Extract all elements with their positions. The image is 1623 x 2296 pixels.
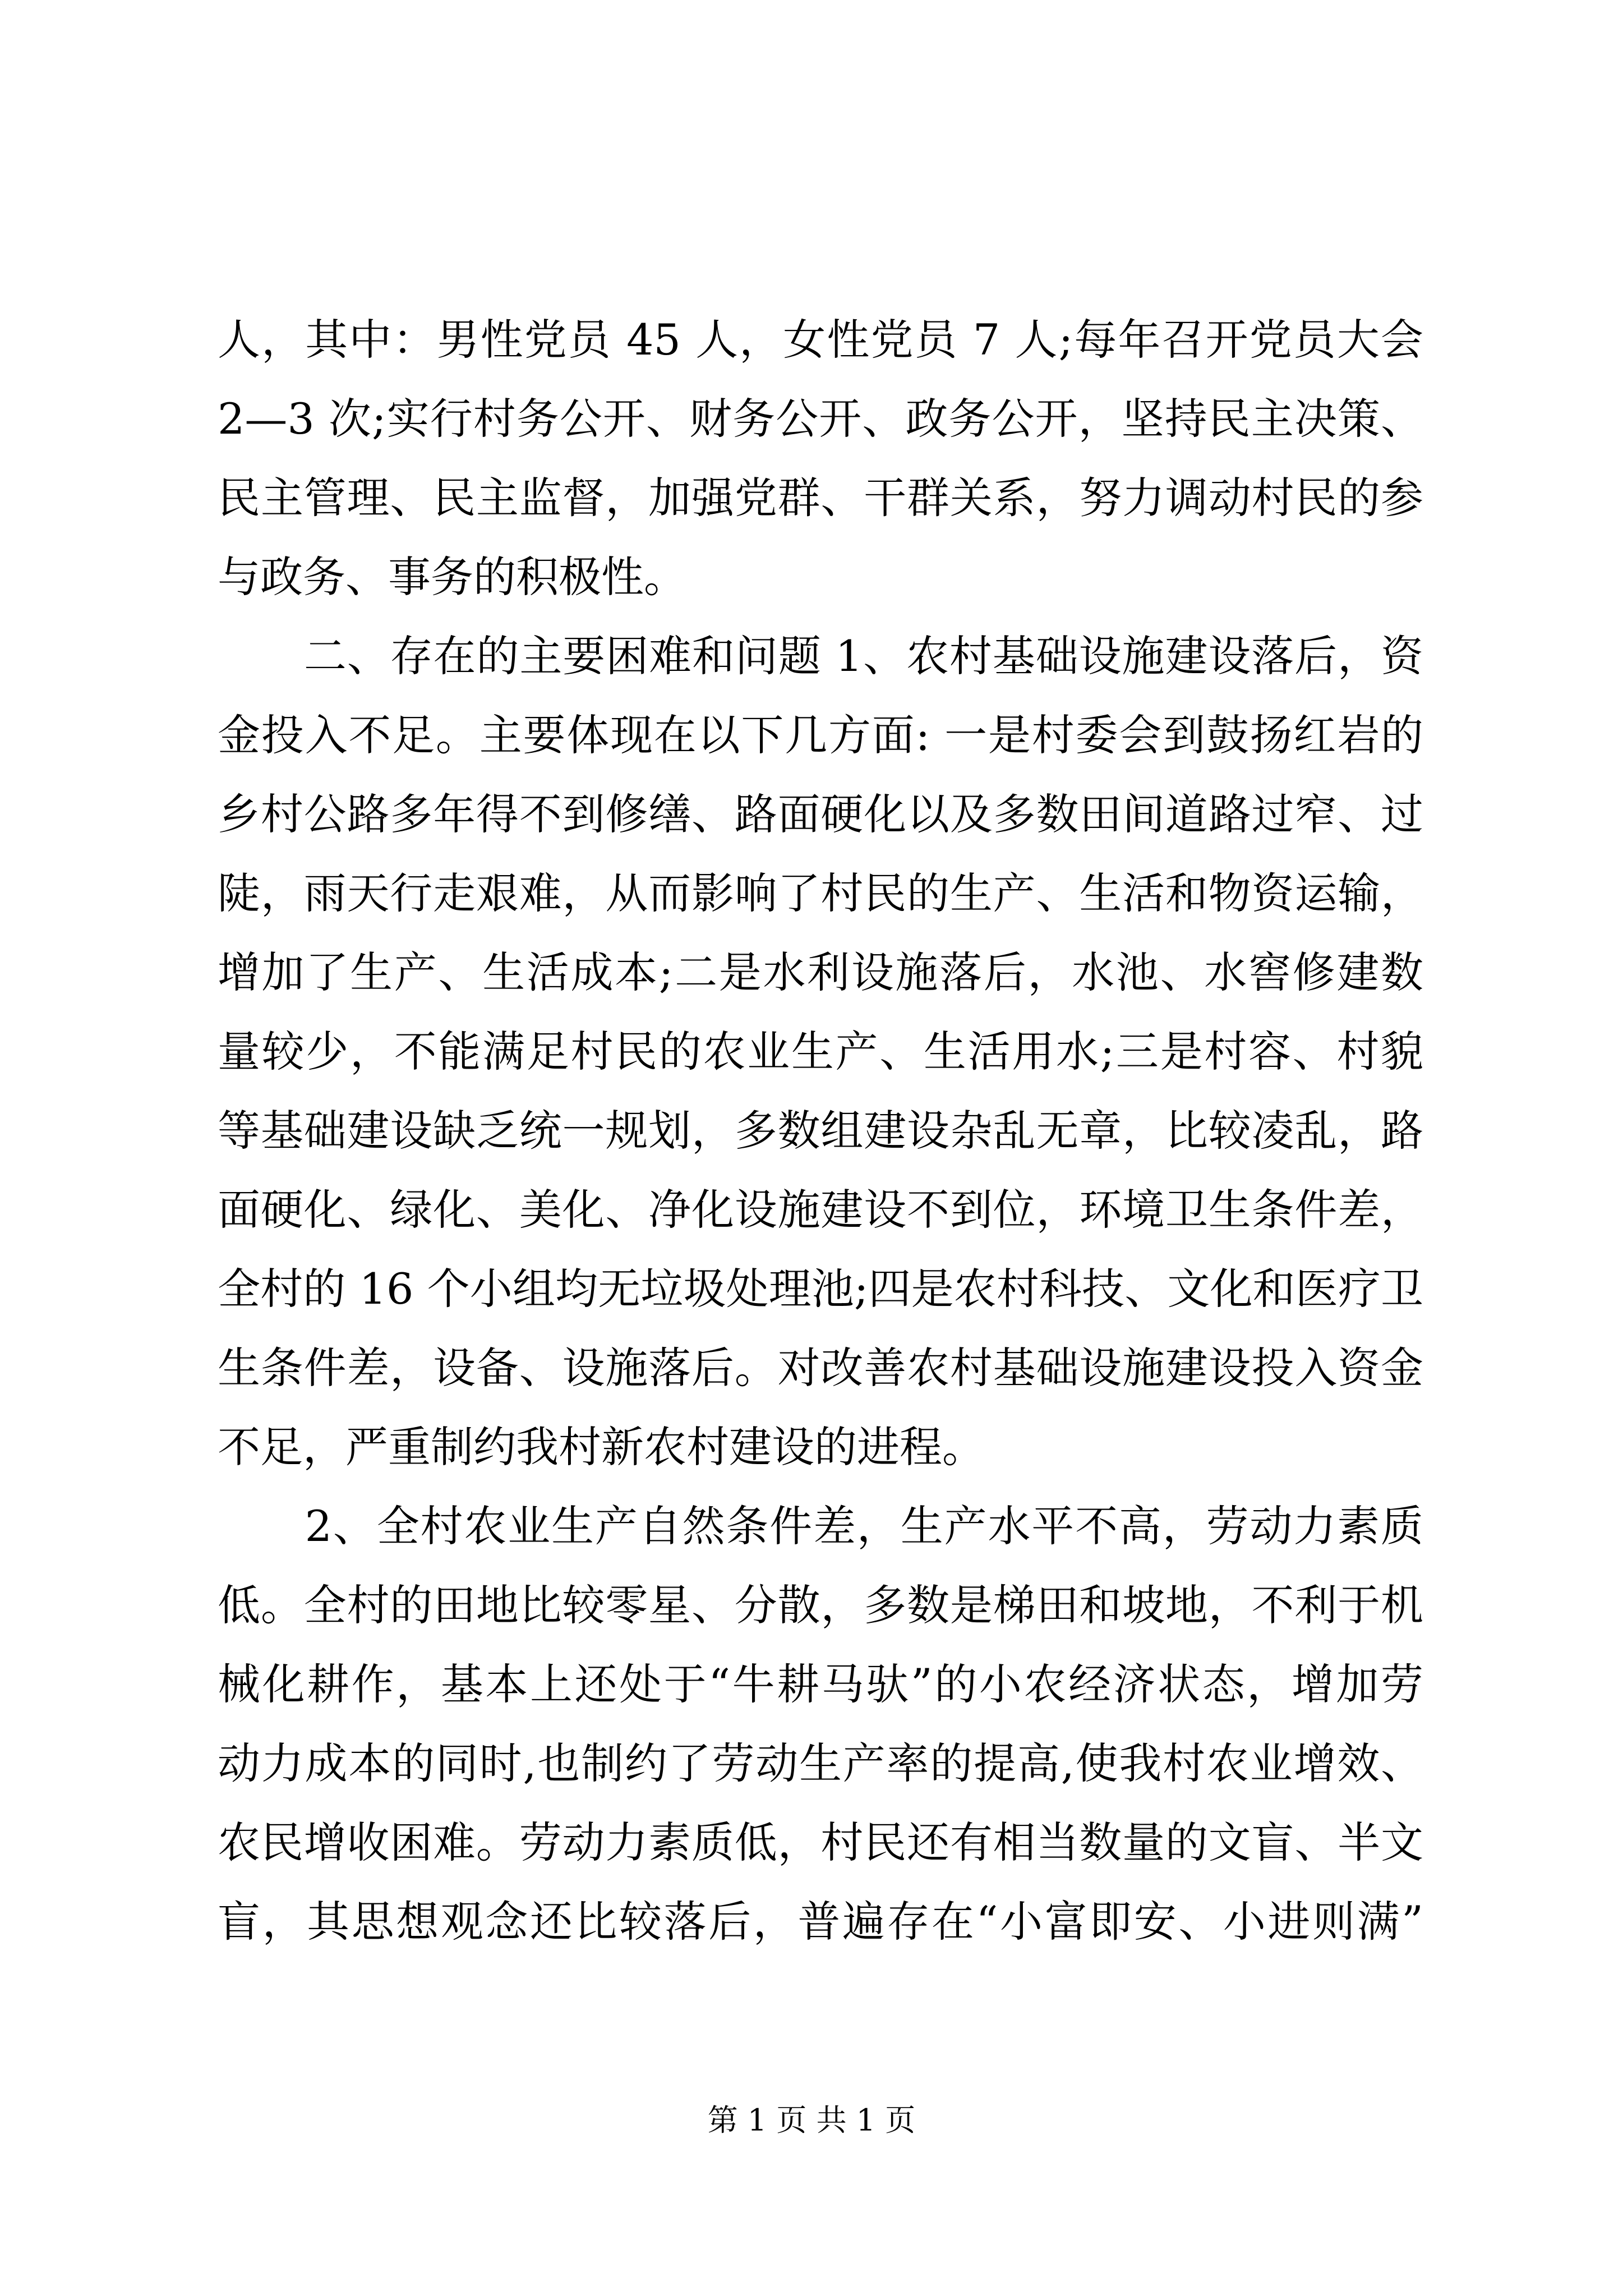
text-line: 金投入不足。主要体现在以下几方面: 一是村委会到鼓扬红岩的 [218,710,1423,760]
text-line: 低。全村的田地比较零星、分散，多数是梯田和坡地，不利于机 [218,1580,1423,1630]
text-line: 量较少，不能满足村民的农业生产、生活用水;三是村容、村貌 [218,1027,1423,1076]
text-line: 民主管理、民主监督，加强党群、干群关系，努力调动村民的参 [218,473,1423,523]
text-line: 与政务、事务的积极性。 [218,552,686,602]
text-line: 乡村公路多年得不到修缮、路面硬化以及多数田间道路过窄、过 [218,789,1423,839]
text-line: 增加了生产、生活成本;二是水利设施落后，水池、水窖修建数 [218,947,1423,997]
text-line: 面硬化、绿化、美化、净化设施建设不到位，环境卫生条件差， [218,1185,1423,1235]
text-line: 等基础建设缺乏统一规划，多数组建设杂乱无章，比较凌乱，路 [218,1106,1423,1156]
text-line: 陡，雨天行走艰难，从而影响了村民的生产、生活和物资运输， [218,868,1423,918]
text-line: 生条件差，设备、设施落后。对改善农村基础设施建设投入资金 [218,1343,1423,1393]
body-text [218,300,1423,1961]
text-line: 械化耕作，基本上还处于“牛耕马驮”的小农经济状态，增加劳 [218,1659,1423,1709]
text-line: 2—3 次;实行村务公开、财务公开、政务公开，坚持民主决策、 [218,394,1423,444]
page-footer: 第 1 页 共 1 页 [707,2102,916,2138]
text-line: 二、存在的主要困难和问题 1、农村基础设施建设落后，资 [218,631,1423,681]
text-line: 动力成本的同时,也制约了劳动生产率的提高,使我村农业增效、 [218,1738,1423,1788]
text-line: 2、全村农业生产自然条件差，生产水平不高，劳动力素质 [218,1501,1423,1551]
text-line: 盲，其思想观念还比较落后，普遍存在“小富即安、小进则满” [218,1897,1423,1947]
text-line: 不足，严重制约我村新农村建设的进程。 [218,1422,985,1472]
text-line: 全村的 16 个小组均无垃圾处理池;四是农村科技、文化和医疗卫 [218,1264,1423,1314]
text-line: 农民增收困难。劳动力素质低，村民还有相当数量的文盲、半文 [218,1818,1423,1867]
text-line: 人，其中：男性党员 45 人，女性党员 7 人;每年召开党员大会 [218,315,1423,365]
